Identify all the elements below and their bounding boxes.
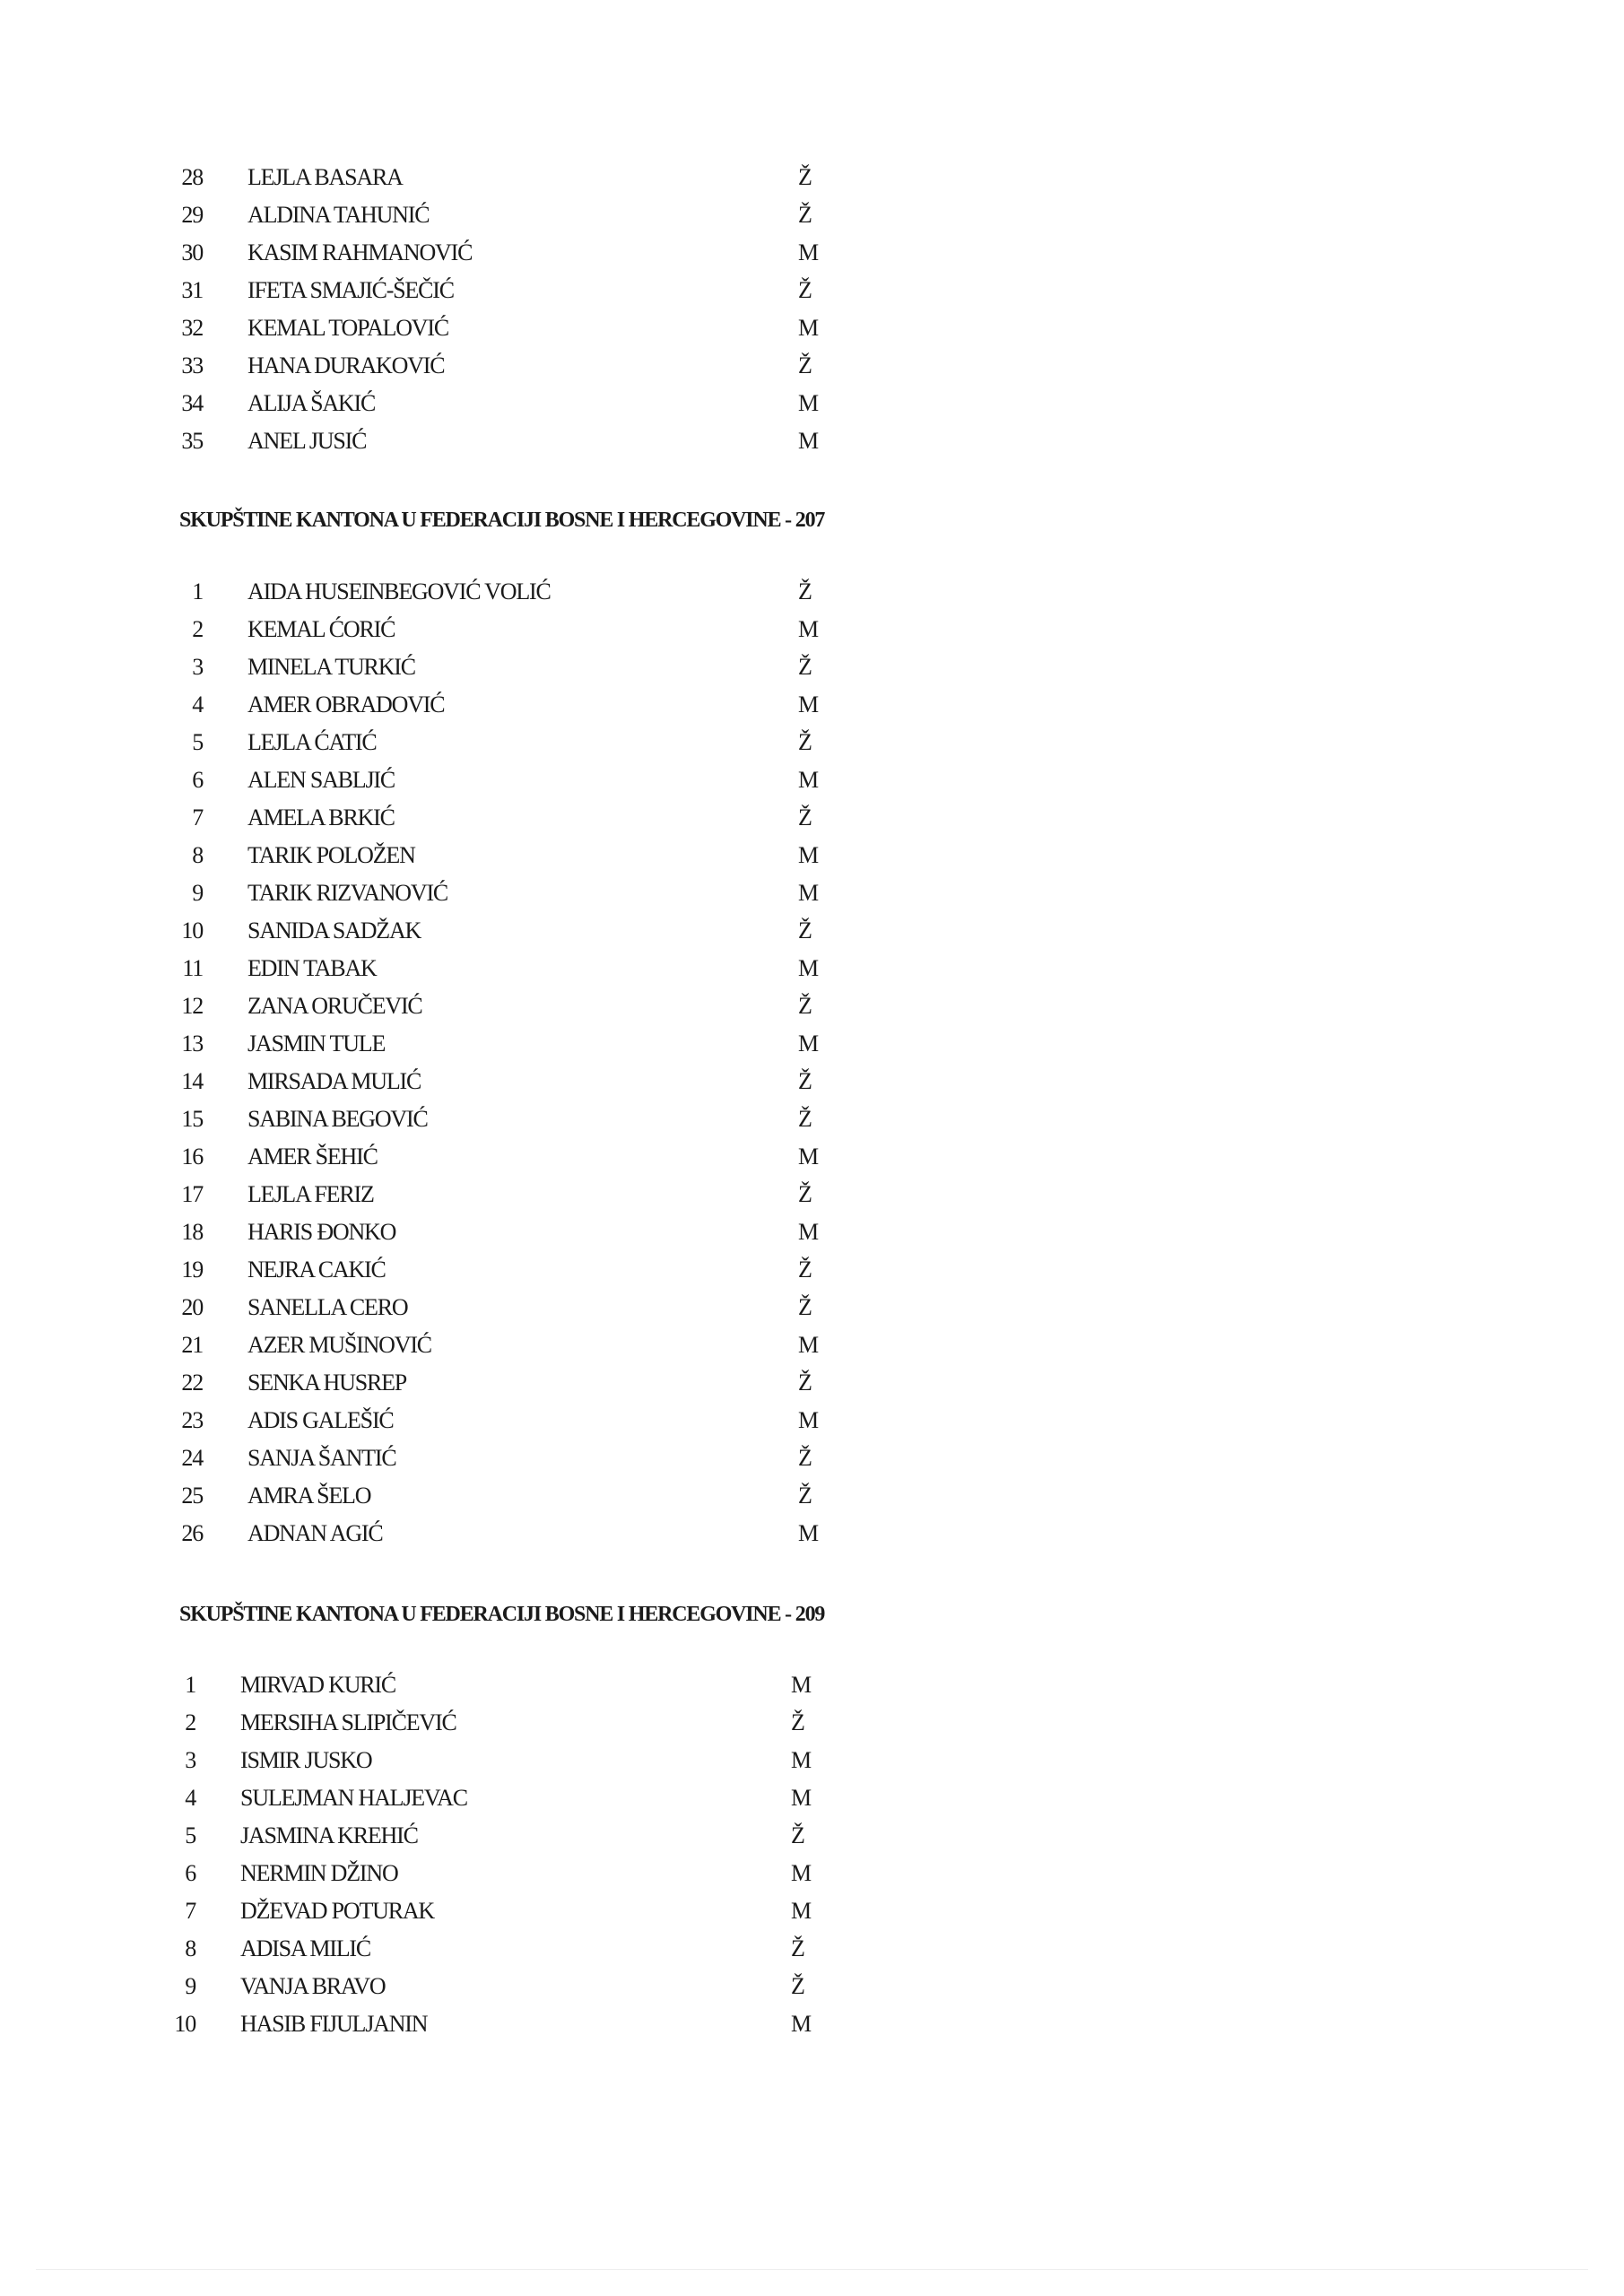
- candidate-gender: M: [798, 1144, 818, 1170]
- candidate-gender: M: [798, 315, 818, 341]
- candidate-gender: M: [791, 1672, 811, 1698]
- candidate-name: IFETA SMAJIĆ-ŠEČIĆ: [248, 277, 454, 303]
- row-number: 5: [192, 729, 203, 755]
- candidate-gender: Ž: [798, 1068, 812, 1094]
- candidate-gender: M: [798, 1219, 818, 1245]
- candidate-gender: M: [791, 1785, 811, 1811]
- row-number: 1: [192, 578, 203, 604]
- candidate-gender: Ž: [791, 1709, 804, 1735]
- candidate-name: ZANA ORUČEVIĆ: [248, 993, 422, 1019]
- row-number: 4: [185, 1785, 195, 1811]
- candidate-name: KASIM RAHMANOVIĆ: [248, 239, 473, 265]
- row-number: 23: [181, 1407, 203, 1433]
- candidate-name: MIRVAD KURIĆ: [240, 1672, 396, 1698]
- candidate-name: TARIK RIZVANOVIĆ: [248, 880, 448, 906]
- candidate-gender: Ž: [798, 202, 812, 228]
- candidate-name: ADIS GALEŠIĆ: [248, 1407, 394, 1433]
- candidate-name: LEJLA BASARA: [248, 164, 403, 190]
- candidate-name: ADISA MILIĆ: [240, 1935, 370, 1961]
- candidate-name: JASMINA KREHIĆ: [240, 1822, 418, 1848]
- candidate-name: DŽEVAD POTURAK: [240, 1898, 435, 1924]
- candidate-name: AMELA BRKIĆ: [248, 804, 395, 831]
- candidate-name: MIRSADA MULIĆ: [248, 1068, 421, 1094]
- candidate-name: AMER OBRADOVIĆ: [248, 691, 445, 718]
- row-number: 4: [192, 691, 203, 718]
- candidate-name: EDIN TABAK: [248, 955, 377, 981]
- candidate-gender: Ž: [798, 993, 812, 1019]
- candidate-name: SANJA ŠANTIĆ: [248, 1445, 396, 1471]
- candidate-name: ALEN SABLJIĆ: [248, 767, 395, 793]
- candidate-gender: Ž: [798, 804, 812, 831]
- candidate-gender: M: [798, 880, 818, 906]
- row-number: 32: [181, 315, 203, 341]
- candidate-name: LEJLA ĆATIĆ: [248, 729, 377, 755]
- candidate-gender: Ž: [798, 729, 812, 755]
- row-number: 19: [181, 1257, 203, 1283]
- candidate-gender: M: [798, 428, 818, 454]
- row-number: 8: [192, 842, 203, 868]
- row-number: 28: [181, 164, 203, 190]
- candidate-gender: M: [798, 1332, 818, 1358]
- candidate-gender: Ž: [798, 1181, 812, 1207]
- candidate-gender: M: [798, 616, 818, 642]
- row-number: 31: [181, 277, 203, 303]
- candidate-name: SANIDA SADŽAK: [248, 918, 421, 944]
- row-number: 30: [181, 239, 203, 265]
- candidate-gender: M: [798, 1407, 818, 1433]
- row-number: 21: [181, 1332, 203, 1358]
- candidate-gender: Ž: [798, 1370, 812, 1396]
- candidate-name: HARIS ĐONKO: [248, 1219, 396, 1245]
- row-number: 7: [185, 1898, 195, 1924]
- candidate-name: ALIJA ŠAKIĆ: [248, 390, 376, 416]
- candidate-name: HANA DURAKOVIĆ: [248, 352, 445, 378]
- row-number: 16: [181, 1144, 203, 1170]
- candidate-gender: Ž: [798, 1483, 812, 1509]
- candidate-name: TARIK POLOŽEN: [248, 842, 415, 868]
- candidate-name: ANEL JUSIĆ: [248, 428, 367, 454]
- candidate-name: NEJRA CAKIĆ: [248, 1257, 386, 1283]
- candidate-gender: Ž: [798, 578, 812, 604]
- candidate-name: ALDINA TAHUNIĆ: [248, 202, 430, 228]
- candidate-name: JASMIN TULE: [248, 1031, 386, 1057]
- row-number: 7: [192, 804, 203, 831]
- section-heading-209: SKUPŠTINE KANTONA U FEDERACIJI BOSNE I HERCEGOVINE - 209: [179, 1603, 825, 1626]
- candidate-gender: Ž: [791, 1935, 804, 1961]
- candidate-gender: Ž: [798, 918, 812, 944]
- candidate-name: AMER ŠEHIĆ: [248, 1144, 378, 1170]
- row-number: 25: [181, 1483, 203, 1509]
- row-number: 29: [181, 202, 203, 228]
- scan-edge-line: [36, 2269, 1588, 2270]
- candidate-gender: Ž: [798, 654, 812, 680]
- candidate-gender: Ž: [798, 277, 812, 303]
- candidate-name: LEJLA FERIZ: [248, 1181, 374, 1207]
- row-number: 6: [185, 1860, 195, 1886]
- candidate-gender: M: [798, 767, 818, 793]
- candidate-gender: Ž: [798, 352, 812, 378]
- row-number: 22: [181, 1370, 203, 1396]
- candidate-name: MINELA TURKIĆ: [248, 654, 415, 680]
- candidate-gender: M: [791, 1860, 811, 1886]
- candidate-name: SULEJMAN HALJEVAC: [240, 1785, 467, 1811]
- row-number: 18: [181, 1219, 203, 1245]
- candidate-gender: M: [798, 1031, 818, 1057]
- candidate-gender: Ž: [798, 1445, 812, 1471]
- row-number: 35: [181, 428, 203, 454]
- candidate-gender: M: [798, 1520, 818, 1546]
- candidate-gender: M: [791, 1898, 811, 1924]
- row-number: 1: [185, 1672, 195, 1698]
- row-number: 20: [181, 1294, 203, 1320]
- candidate-gender: M: [791, 1747, 811, 1773]
- row-number: 33: [181, 352, 203, 378]
- row-number: 9: [185, 1973, 195, 1999]
- row-number: 2: [192, 616, 203, 642]
- row-number: 10: [181, 918, 203, 944]
- candidate-name: SANELLA CERO: [248, 1294, 408, 1320]
- row-number: 14: [181, 1068, 203, 1094]
- candidate-gender: Ž: [798, 1294, 812, 1320]
- candidate-gender: M: [798, 955, 818, 981]
- candidate-name: SABINA BEGOVIĆ: [248, 1106, 428, 1132]
- row-number: 5: [185, 1822, 195, 1848]
- row-number: 3: [185, 1747, 195, 1773]
- candidate-gender: M: [798, 390, 818, 416]
- candidate-gender: Ž: [798, 1106, 812, 1132]
- row-number: 8: [185, 1935, 195, 1961]
- candidate-name: VANJA BRAVO: [240, 1973, 386, 1999]
- section-heading-207: SKUPŠTINE KANTONA U FEDERACIJI BOSNE I HERCEGOVINE - 207: [179, 509, 825, 532]
- row-number: 26: [181, 1520, 203, 1546]
- candidate-name: MERSIHA SLIPIČEVIĆ: [240, 1709, 456, 1735]
- candidate-gender: Ž: [798, 164, 812, 190]
- row-number: 15: [181, 1106, 203, 1132]
- candidate-name: ISMIR JUSKO: [240, 1747, 372, 1773]
- candidate-name: NERMIN DŽINO: [240, 1860, 398, 1886]
- row-number: 13: [181, 1031, 203, 1057]
- candidate-name: KEMAL ĆORIĆ: [248, 616, 395, 642]
- candidate-gender: M: [798, 691, 818, 718]
- candidate-name: SENKA HUSREP: [248, 1370, 407, 1396]
- candidate-gender: Ž: [798, 1257, 812, 1283]
- row-number: 3: [192, 654, 203, 680]
- row-number: 12: [181, 993, 203, 1019]
- row-number: 24: [181, 1445, 203, 1471]
- candidate-name: HASIB FIJULJANIN: [240, 2011, 428, 2037]
- candidate-name: AIDA HUSEINBEGOVIĆ VOLIĆ: [248, 578, 551, 604]
- candidate-gender: Ž: [791, 1973, 804, 1999]
- candidate-gender: M: [791, 2011, 811, 2037]
- row-number: 2: [185, 1709, 195, 1735]
- row-number: 10: [174, 2011, 195, 2037]
- row-number: 9: [192, 880, 203, 906]
- candidate-name: KEMAL TOPALOVIĆ: [248, 315, 448, 341]
- candidate-name: AZER MUŠINOVIĆ: [248, 1332, 431, 1358]
- row-number: 34: [181, 390, 203, 416]
- candidate-name: AMRA ŠELO: [248, 1483, 371, 1509]
- candidate-gender: M: [798, 239, 818, 265]
- candidate-gender: M: [798, 842, 818, 868]
- candidate-gender: Ž: [791, 1822, 804, 1848]
- row-number: 11: [182, 955, 203, 981]
- candidate-name: ADNAN AGIĆ: [248, 1520, 383, 1546]
- row-number: 6: [192, 767, 203, 793]
- row-number: 17: [181, 1181, 203, 1207]
